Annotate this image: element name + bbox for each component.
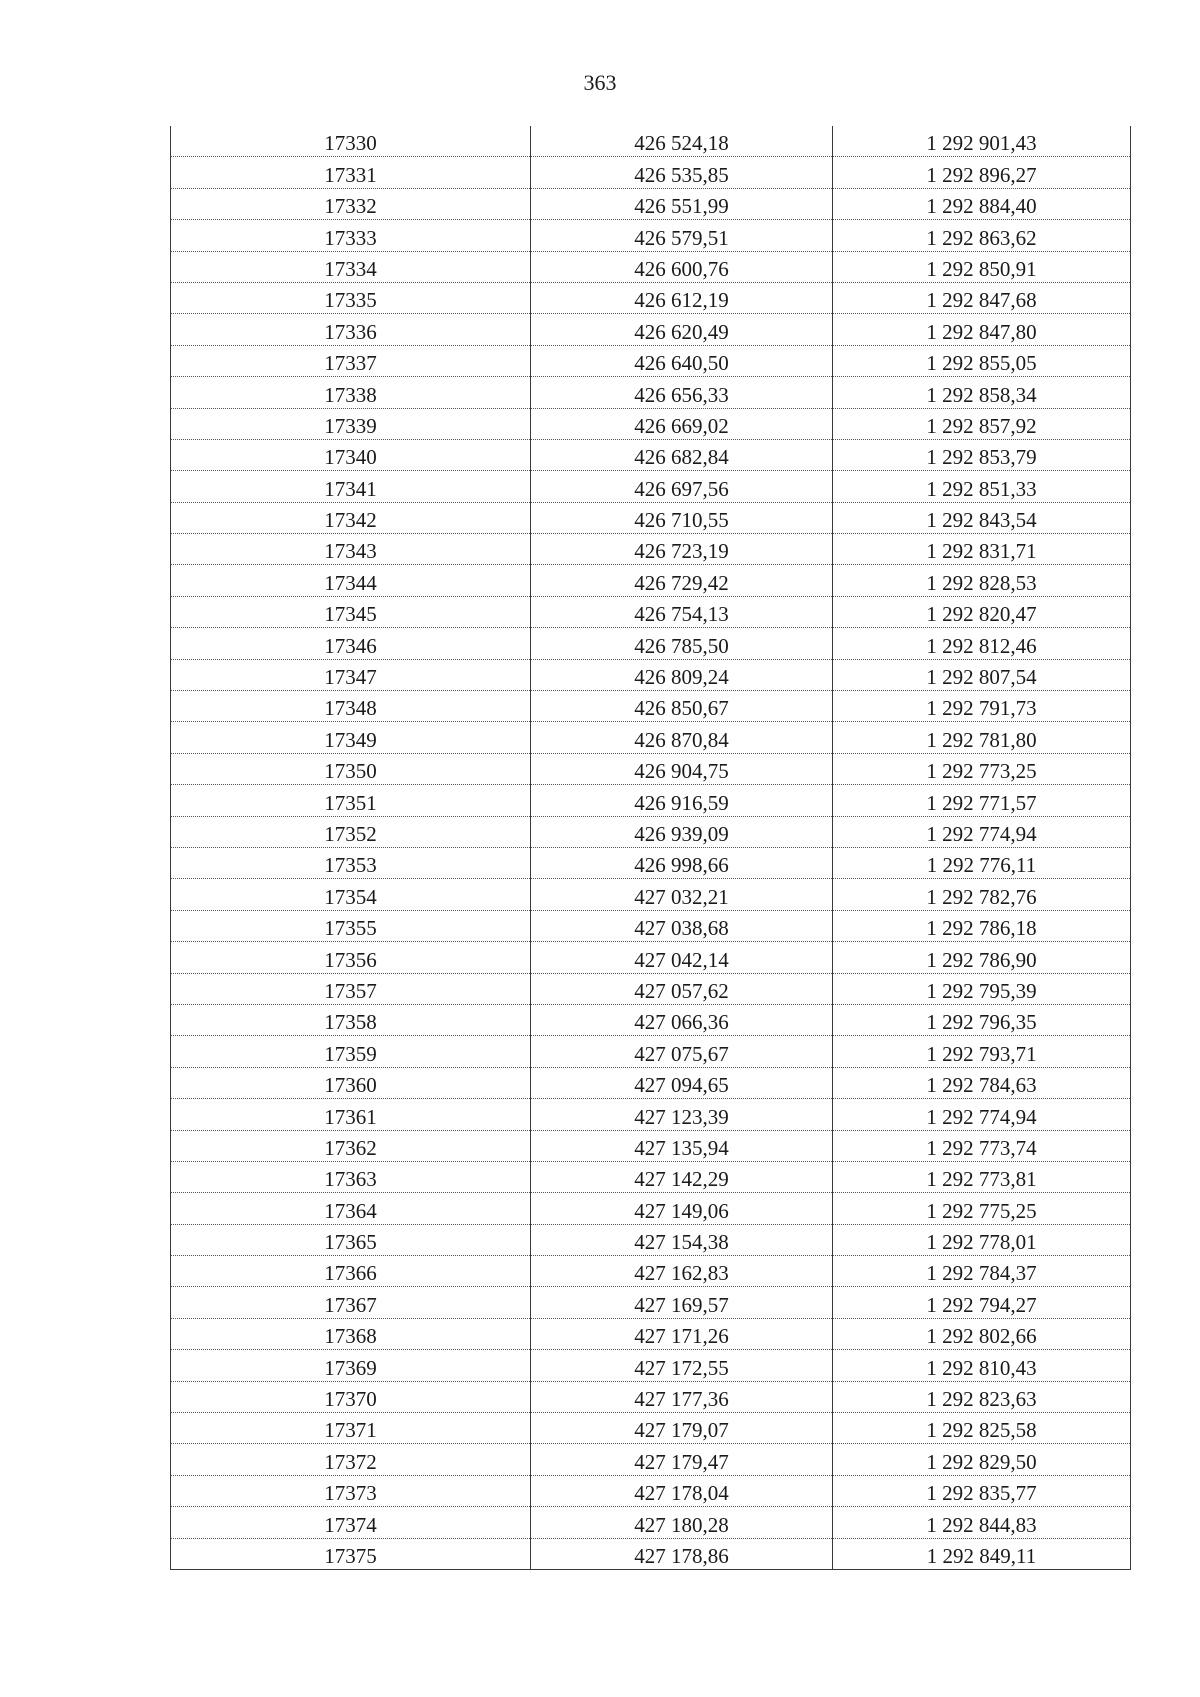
x-coordinate-cell: 426 998,66 [531, 847, 833, 878]
x-coordinate-cell: 427 169,57 [531, 1287, 833, 1318]
x-coordinate-cell: 426 754,13 [531, 596, 833, 627]
table-row [171, 942, 1131, 973]
point-number-cell: 17334 [171, 251, 531, 282]
y-coordinate-cell: 1 292 825,58 [833, 1413, 1131, 1444]
table-row [171, 188, 1131, 219]
x-coordinate-cell: 427 142,29 [531, 1161, 833, 1192]
table-row [171, 251, 1131, 282]
coordinate-table-body [171, 126, 1131, 1569]
table-row [171, 596, 1131, 627]
point-number-cell: 17375 [171, 1538, 531, 1569]
table-row [171, 502, 1131, 533]
table-row [171, 1475, 1131, 1506]
table-row [171, 879, 1131, 910]
point-number-cell: 17332 [171, 188, 531, 219]
x-coordinate-cell: 426 620,49 [531, 314, 833, 345]
y-coordinate-cell: 1 292 858,34 [833, 377, 1131, 408]
y-coordinate-cell: 1 292 791,73 [833, 691, 1131, 722]
x-coordinate-cell: 427 177,36 [531, 1381, 833, 1412]
y-coordinate-cell: 1 292 807,54 [833, 659, 1131, 690]
x-coordinate-cell: 426 904,75 [531, 753, 833, 784]
x-coordinate-cell: 426 612,19 [531, 282, 833, 313]
point-number-cell: 17333 [171, 220, 531, 251]
table-row [171, 1161, 1131, 1192]
point-number-cell: 17350 [171, 753, 531, 784]
x-coordinate-cell: 427 038,68 [531, 910, 833, 941]
x-coordinate-cell: 427 162,83 [531, 1256, 833, 1287]
x-coordinate-cell: 427 178,04 [531, 1475, 833, 1506]
x-coordinate-cell: 426 535,85 [531, 157, 833, 188]
x-coordinate-cell: 427 149,06 [531, 1193, 833, 1224]
point-number-cell: 17344 [171, 565, 531, 596]
x-coordinate-cell: 427 057,62 [531, 973, 833, 1004]
y-coordinate-cell: 1 292 812,46 [833, 628, 1131, 659]
point-number-cell: 17370 [171, 1381, 531, 1412]
point-number-cell: 17366 [171, 1256, 531, 1287]
x-coordinate-cell: 426 710,55 [531, 502, 833, 533]
table-row [171, 282, 1131, 313]
point-number-cell: 17338 [171, 377, 531, 408]
x-coordinate-cell: 426 600,76 [531, 251, 833, 282]
table-row [171, 126, 1131, 157]
table-row [171, 691, 1131, 722]
table-row [171, 1004, 1131, 1035]
y-coordinate-cell: 1 292 796,35 [833, 1004, 1131, 1035]
point-number-cell: 17365 [171, 1224, 531, 1255]
x-coordinate-cell: 427 135,94 [531, 1130, 833, 1161]
y-coordinate-cell: 1 292 774,94 [833, 816, 1131, 847]
point-number-cell: 17363 [171, 1161, 531, 1192]
y-coordinate-cell: 1 292 771,57 [833, 785, 1131, 816]
x-coordinate-cell: 426 870,84 [531, 722, 833, 753]
table-row [171, 753, 1131, 784]
y-coordinate-cell: 1 292 847,68 [833, 282, 1131, 313]
y-coordinate-cell: 1 292 844,83 [833, 1507, 1131, 1538]
point-number-cell: 17348 [171, 691, 531, 722]
x-coordinate-cell: 426 723,19 [531, 534, 833, 565]
table-row [171, 628, 1131, 659]
point-number-cell: 17373 [171, 1475, 531, 1506]
x-coordinate-cell: 427 042,14 [531, 942, 833, 973]
table-row [171, 1381, 1131, 1412]
x-coordinate-cell: 426 785,50 [531, 628, 833, 659]
table-row [171, 1193, 1131, 1224]
table-row [171, 816, 1131, 847]
y-coordinate-cell: 1 292 863,62 [833, 220, 1131, 251]
x-coordinate-cell: 427 075,67 [531, 1036, 833, 1067]
point-number-cell: 17358 [171, 1004, 531, 1035]
table-row [171, 1067, 1131, 1098]
x-coordinate-cell: 427 032,21 [531, 879, 833, 910]
point-number-cell: 17341 [171, 471, 531, 502]
table-row [171, 973, 1131, 1004]
point-number-cell: 17336 [171, 314, 531, 345]
point-number-cell: 17352 [171, 816, 531, 847]
x-coordinate-cell: 426 850,67 [531, 691, 833, 722]
x-coordinate-cell: 427 179,47 [531, 1444, 833, 1475]
x-coordinate-cell: 427 180,28 [531, 1507, 833, 1538]
point-number-cell: 17367 [171, 1287, 531, 1318]
y-coordinate-cell: 1 292 831,71 [833, 534, 1131, 565]
x-coordinate-cell: 427 172,55 [531, 1350, 833, 1381]
x-coordinate-cell: 426 656,33 [531, 377, 833, 408]
point-number-cell: 17342 [171, 502, 531, 533]
point-number-cell: 17361 [171, 1099, 531, 1130]
y-coordinate-cell: 1 292 823,63 [833, 1381, 1131, 1412]
y-coordinate-cell: 1 292 784,63 [833, 1067, 1131, 1098]
point-number-cell: 17372 [171, 1444, 531, 1475]
y-coordinate-cell: 1 292 776,11 [833, 847, 1131, 878]
table-row [171, 1507, 1131, 1538]
table-row [171, 1444, 1131, 1475]
point-number-cell: 17364 [171, 1193, 531, 1224]
y-coordinate-cell: 1 292 773,74 [833, 1130, 1131, 1161]
y-coordinate-cell: 1 292 786,18 [833, 910, 1131, 941]
point-number-cell: 17347 [171, 659, 531, 690]
x-coordinate-cell: 427 179,07 [531, 1413, 833, 1444]
x-coordinate-cell: 426 669,02 [531, 408, 833, 439]
point-number-cell: 17335 [171, 282, 531, 313]
y-coordinate-cell: 1 292 781,80 [833, 722, 1131, 753]
point-number-cell: 17374 [171, 1507, 531, 1538]
point-number-cell: 17362 [171, 1130, 531, 1161]
table-row [171, 1287, 1131, 1318]
y-coordinate-cell: 1 292 795,39 [833, 973, 1131, 1004]
point-number-cell: 17359 [171, 1036, 531, 1067]
x-coordinate-cell: 427 178,86 [531, 1538, 833, 1569]
table-row [171, 910, 1131, 941]
x-coordinate-cell: 426 551,99 [531, 188, 833, 219]
x-coordinate-cell: 426 939,09 [531, 816, 833, 847]
table-row [171, 565, 1131, 596]
y-coordinate-cell: 1 292 849,11 [833, 1538, 1131, 1569]
point-number-cell: 17339 [171, 408, 531, 439]
table-row [171, 722, 1131, 753]
table-row [171, 345, 1131, 376]
y-coordinate-cell: 1 292 784,37 [833, 1256, 1131, 1287]
x-coordinate-cell: 426 697,56 [531, 471, 833, 502]
table-row [171, 1130, 1131, 1161]
table-row [171, 1413, 1131, 1444]
y-coordinate-cell: 1 292 793,71 [833, 1036, 1131, 1067]
table-row [171, 534, 1131, 565]
y-coordinate-cell: 1 292 820,47 [833, 596, 1131, 627]
y-coordinate-cell: 1 292 773,81 [833, 1161, 1131, 1192]
coordinate-table [170, 126, 1131, 1570]
table-row [171, 314, 1131, 345]
x-coordinate-cell: 427 123,39 [531, 1099, 833, 1130]
point-number-cell: 17360 [171, 1067, 531, 1098]
y-coordinate-cell: 1 292 829,50 [833, 1444, 1131, 1475]
table-row [171, 408, 1131, 439]
y-coordinate-cell: 1 292 855,05 [833, 345, 1131, 376]
y-coordinate-cell: 1 292 847,80 [833, 314, 1131, 345]
y-coordinate-cell: 1 292 802,66 [833, 1318, 1131, 1349]
point-number-cell: 17356 [171, 942, 531, 973]
table-row [171, 1224, 1131, 1255]
table-row [171, 1256, 1131, 1287]
table-row [171, 1318, 1131, 1349]
y-coordinate-cell: 1 292 778,01 [833, 1224, 1131, 1255]
table-row [171, 785, 1131, 816]
x-coordinate-cell: 426 640,50 [531, 345, 833, 376]
y-coordinate-cell: 1 292 884,40 [833, 188, 1131, 219]
point-number-cell: 17343 [171, 534, 531, 565]
point-number-cell: 17371 [171, 1413, 531, 1444]
y-coordinate-cell: 1 292 835,77 [833, 1475, 1131, 1506]
y-coordinate-cell: 1 292 786,90 [833, 942, 1131, 973]
table-row [171, 471, 1131, 502]
y-coordinate-cell: 1 292 774,94 [833, 1099, 1131, 1130]
point-number-cell: 17331 [171, 157, 531, 188]
x-coordinate-cell: 427 154,38 [531, 1224, 833, 1255]
table-row [171, 157, 1131, 188]
table-row [171, 1099, 1131, 1130]
table-row [171, 220, 1131, 251]
y-coordinate-cell: 1 292 843,54 [833, 502, 1131, 533]
x-coordinate-cell: 426 682,84 [531, 439, 833, 470]
point-number-cell: 17330 [171, 126, 531, 157]
point-number-cell: 17369 [171, 1350, 531, 1381]
table-row [171, 847, 1131, 878]
x-coordinate-cell: 426 809,24 [531, 659, 833, 690]
x-coordinate-cell: 426 729,42 [531, 565, 833, 596]
y-coordinate-cell: 1 292 857,92 [833, 408, 1131, 439]
point-number-cell: 17349 [171, 722, 531, 753]
y-coordinate-cell: 1 292 901,43 [833, 126, 1131, 157]
point-number-cell: 17351 [171, 785, 531, 816]
x-coordinate-cell: 426 579,51 [531, 220, 833, 251]
y-coordinate-cell: 1 292 896,27 [833, 157, 1131, 188]
point-number-cell: 17346 [171, 628, 531, 659]
point-number-cell: 17340 [171, 439, 531, 470]
x-coordinate-cell: 427 094,65 [531, 1067, 833, 1098]
table-row [171, 1350, 1131, 1381]
point-number-cell: 17357 [171, 973, 531, 1004]
point-number-cell: 17354 [171, 879, 531, 910]
table-row [171, 1538, 1131, 1569]
point-number-cell: 17355 [171, 910, 531, 941]
y-coordinate-cell: 1 292 851,33 [833, 471, 1131, 502]
point-number-cell: 17368 [171, 1318, 531, 1349]
table-row [171, 439, 1131, 470]
y-coordinate-cell: 1 292 775,25 [833, 1193, 1131, 1224]
point-number-cell: 17353 [171, 847, 531, 878]
point-number-cell: 17337 [171, 345, 531, 376]
x-coordinate-cell: 427 066,36 [531, 1004, 833, 1035]
y-coordinate-cell: 1 292 782,76 [833, 879, 1131, 910]
page-number: 363 [583, 70, 617, 95]
x-coordinate-cell: 426 524,18 [531, 126, 833, 157]
y-coordinate-cell: 1 292 853,79 [833, 439, 1131, 470]
y-coordinate-cell: 1 292 773,25 [833, 753, 1131, 784]
y-coordinate-cell: 1 292 794,27 [833, 1287, 1131, 1318]
y-coordinate-cell: 1 292 810,43 [833, 1350, 1131, 1381]
x-coordinate-cell: 426 916,59 [531, 785, 833, 816]
x-coordinate-cell: 427 171,26 [531, 1318, 833, 1349]
table-row [171, 1036, 1131, 1067]
y-coordinate-cell: 1 292 850,91 [833, 251, 1131, 282]
table-row [171, 377, 1131, 408]
y-coordinate-cell: 1 292 828,53 [833, 565, 1131, 596]
point-number-cell: 17345 [171, 596, 531, 627]
table-row [171, 659, 1131, 690]
